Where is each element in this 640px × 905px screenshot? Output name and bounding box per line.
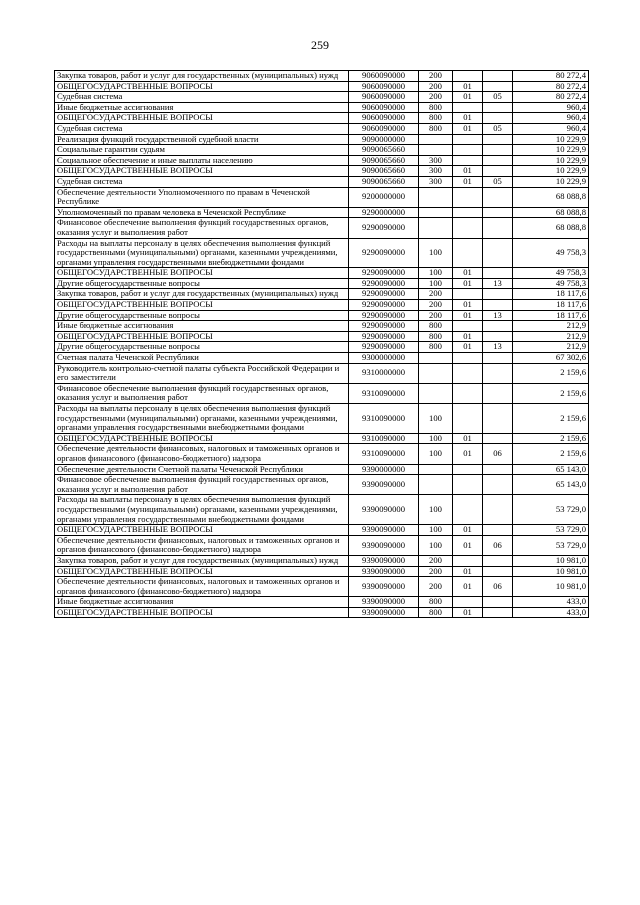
amount-cell: 18 117,6 [513, 300, 589, 311]
target-code-cell: 9090065660 [349, 166, 419, 177]
expense-type-cell [419, 475, 453, 495]
item-name-cell: Иные бюджетные ассигнования [55, 597, 349, 608]
page-number: 259 [311, 38, 329, 52]
item-name-cell: Другие общегосударственные вопросы [55, 342, 349, 353]
section-cell [453, 102, 483, 113]
subsection-cell [483, 113, 513, 124]
expense-type-cell: 200 [419, 566, 453, 577]
section-cell: 01 [453, 342, 483, 353]
table-row [55, 342, 589, 353]
expense-type-cell: 800 [419, 331, 453, 342]
target-code-cell: 9090065660 [349, 176, 419, 187]
table-row [55, 597, 589, 608]
expense-type-cell [419, 207, 453, 218]
section-cell [453, 134, 483, 145]
expense-type-cell: 100 [419, 404, 453, 434]
subsection-cell [483, 353, 513, 364]
table-row [55, 525, 589, 536]
subsection-cell [483, 475, 513, 495]
expense-type-cell [419, 363, 453, 383]
target-code-cell: 9390000000 [349, 464, 419, 475]
table-row [55, 300, 589, 311]
table-row [55, 218, 589, 238]
target-code-cell: 9290090000 [349, 300, 419, 311]
expense-type-cell: 200 [419, 71, 453, 82]
expense-type-cell: 200 [419, 92, 453, 103]
amount-cell: 49 758,3 [513, 278, 589, 289]
target-code-cell: 9090065660 [349, 155, 419, 166]
expense-type-cell: 800 [419, 113, 453, 124]
item-name-cell: Реализация функций государственной судебной власти [55, 134, 349, 145]
table-row [55, 535, 589, 555]
subsection-cell [483, 268, 513, 279]
table-row [55, 331, 589, 342]
table-row [55, 555, 589, 566]
subsection-cell [483, 383, 513, 403]
item-name-cell: Финансовое обеспечение выполнения функций государственных органов, оказания услуг и выполнения работ [55, 218, 349, 238]
item-name-cell: Счетная палата Чеченской Республики [55, 353, 349, 364]
item-name-cell: Уполномоченный по правам человека в Чеченской Республике [55, 207, 349, 218]
expense-type-cell: 100 [419, 495, 453, 525]
expense-type-cell: 800 [419, 102, 453, 113]
amount-cell: 10 229,9 [513, 155, 589, 166]
section-cell [453, 555, 483, 566]
target-code-cell: 9390090000 [349, 495, 419, 525]
item-name-cell: ОБЩЕГОСУДАРСТВЕННЫЕ ВОПРОСЫ [55, 607, 349, 618]
section-cell [453, 495, 483, 525]
expense-type-cell [419, 187, 453, 207]
target-code-cell: 9060090000 [349, 113, 419, 124]
amount-cell: 80 272,4 [513, 71, 589, 82]
subsection-cell [483, 597, 513, 608]
item-name-cell: Финансовое обеспечение выполнения функций государственных органов, оказания услуг и выполнения работ [55, 475, 349, 495]
table-row [55, 495, 589, 525]
target-code-cell: 9290090000 [349, 342, 419, 353]
item-name-cell: Закупка товаров, работ и услуг для государственных (муниципальных) нужд [55, 555, 349, 566]
expense-type-cell: 300 [419, 155, 453, 166]
amount-cell: 433,0 [513, 597, 589, 608]
target-code-cell: 9390090000 [349, 577, 419, 597]
target-code-cell: 9310090000 [349, 404, 419, 434]
section-cell: 01 [453, 268, 483, 279]
amount-cell: 960,4 [513, 113, 589, 124]
section-cell [453, 404, 483, 434]
subsection-cell: 05 [483, 123, 513, 134]
expense-type-cell: 200 [419, 81, 453, 92]
amount-cell: 80 272,4 [513, 92, 589, 103]
target-code-cell: 9290000000 [349, 207, 419, 218]
expense-type-cell: 300 [419, 176, 453, 187]
target-code-cell: 9390090000 [349, 525, 419, 536]
target-code-cell: 9390090000 [349, 597, 419, 608]
target-code-cell: 9290090000 [349, 321, 419, 332]
amount-cell: 212,9 [513, 321, 589, 332]
table-row [55, 238, 589, 268]
item-name-cell: Расходы на выплаты персоналу в целях обеспечения выполнения функций государственными (муниципальными) органами, казенными учреждениями, органами управления государственными внебюджетными фондами [55, 238, 349, 268]
target-code-cell: 9060090000 [349, 123, 419, 134]
table-row [55, 176, 589, 187]
amount-cell: 10 981,0 [513, 555, 589, 566]
amount-cell: 53 729,0 [513, 535, 589, 555]
section-cell: 01 [453, 535, 483, 555]
subsection-cell: 06 [483, 444, 513, 464]
item-name-cell: Социальное обеспечение и иные выплаты населению [55, 155, 349, 166]
target-code-cell: 9390090000 [349, 555, 419, 566]
item-name-cell: ОБЩЕГОСУДАРСТВЕННЫЕ ВОПРОСЫ [55, 300, 349, 311]
table-row [55, 278, 589, 289]
item-name-cell: Обеспечение деятельности финансовых, налоговых и таможенных органов и органов финансового (финансово-бюджетного) надзора [55, 444, 349, 464]
section-cell [453, 383, 483, 403]
section-cell [453, 363, 483, 383]
table-row [55, 268, 589, 279]
budget-table [54, 70, 589, 618]
expense-type-cell [419, 464, 453, 475]
table-row [55, 577, 589, 597]
subsection-cell [483, 187, 513, 207]
target-code-cell: 9290090000 [349, 218, 419, 238]
item-name-cell: ОБЩЕГОСУДАРСТВЕННЫЕ ВОПРОСЫ [55, 113, 349, 124]
subsection-cell: 05 [483, 92, 513, 103]
subsection-cell [483, 555, 513, 566]
amount-cell: 10 229,9 [513, 134, 589, 145]
subsection-cell [483, 464, 513, 475]
amount-cell: 53 729,0 [513, 525, 589, 536]
amount-cell: 18 117,6 [513, 289, 589, 300]
item-name-cell: ОБЩЕГОСУДАРСТВЕННЫЕ ВОПРОСЫ [55, 566, 349, 577]
item-name-cell: Обеспечение деятельности финансовых, налоговых и таможенных органов и органов финансового (финансово-бюджетного) надзора [55, 535, 349, 555]
subsection-cell [483, 433, 513, 444]
table-row [55, 353, 589, 364]
amount-cell: 960,4 [513, 123, 589, 134]
table-row [55, 363, 589, 383]
item-name-cell: ОБЩЕГОСУДАРСТВЕННЫЕ ВОПРОСЫ [55, 268, 349, 279]
table-row [55, 155, 589, 166]
subsection-cell [483, 289, 513, 300]
section-cell: 01 [453, 577, 483, 597]
amount-cell: 10 229,9 [513, 145, 589, 156]
expense-type-cell: 100 [419, 433, 453, 444]
target-code-cell: 9300000000 [349, 353, 419, 364]
item-name-cell: Судебная система [55, 92, 349, 103]
subsection-cell [483, 607, 513, 618]
table-row [55, 145, 589, 156]
section-cell: 01 [453, 433, 483, 444]
subsection-cell [483, 495, 513, 525]
amount-cell: 80 272,4 [513, 81, 589, 92]
expense-type-cell [419, 134, 453, 145]
target-code-cell: 9310090000 [349, 444, 419, 464]
section-cell [453, 475, 483, 495]
target-code-cell: 9060090000 [349, 81, 419, 92]
amount-cell: 10 981,0 [513, 577, 589, 597]
budget-table-body [55, 71, 589, 618]
amount-cell: 65 143,0 [513, 475, 589, 495]
expense-type-cell: 200 [419, 555, 453, 566]
section-cell: 01 [453, 278, 483, 289]
amount-cell: 2 159,6 [513, 404, 589, 434]
subsection-cell [483, 300, 513, 311]
section-cell: 01 [453, 444, 483, 464]
table-row [55, 123, 589, 134]
subsection-cell [483, 238, 513, 268]
item-name-cell: ОБЩЕГОСУДАРСТВЕННЫЕ ВОПРОСЫ [55, 331, 349, 342]
section-cell [453, 71, 483, 82]
section-cell: 01 [453, 607, 483, 618]
section-cell [453, 145, 483, 156]
target-code-cell: 9390090000 [349, 535, 419, 555]
section-cell: 01 [453, 331, 483, 342]
item-name-cell: Другие общегосударственные вопросы [55, 310, 349, 321]
amount-cell: 68 088,8 [513, 187, 589, 207]
table-row [55, 475, 589, 495]
section-cell [453, 155, 483, 166]
table-row [55, 102, 589, 113]
table-row [55, 433, 589, 444]
table-row [55, 113, 589, 124]
subsection-cell: 06 [483, 535, 513, 555]
subsection-cell [483, 155, 513, 166]
item-name-cell: ОБЩЕГОСУДАРСТВЕННЫЕ ВОПРОСЫ [55, 433, 349, 444]
table-row [55, 383, 589, 403]
subsection-cell [483, 331, 513, 342]
section-cell [453, 207, 483, 218]
amount-cell: 2 159,6 [513, 383, 589, 403]
target-code-cell: 9390090000 [349, 566, 419, 577]
section-cell: 01 [453, 92, 483, 103]
item-name-cell: Судебная система [55, 176, 349, 187]
target-code-cell: 9060090000 [349, 102, 419, 113]
table-row [55, 71, 589, 82]
expense-type-cell: 800 [419, 597, 453, 608]
amount-cell: 53 729,0 [513, 495, 589, 525]
table-row [55, 289, 589, 300]
expense-type-cell: 200 [419, 577, 453, 597]
section-cell: 01 [453, 166, 483, 177]
amount-cell: 960,4 [513, 102, 589, 113]
table-row [55, 166, 589, 177]
target-code-cell: 9290090000 [349, 268, 419, 279]
table-row [55, 404, 589, 434]
table-row [55, 187, 589, 207]
target-code-cell: 9310000000 [349, 363, 419, 383]
amount-cell: 67 302,6 [513, 353, 589, 364]
table-row [55, 310, 589, 321]
item-name-cell: Расходы на выплаты персоналу в целях обеспечения выполнения функций государственными (муниципальными) органами, казенными учреждениями, органами управления государственными внебюджетными фондами [55, 404, 349, 434]
item-name-cell: Обеспечение деятельности Уполномоченного по правам в Чеченской Республике [55, 187, 349, 207]
table-row [55, 92, 589, 103]
section-cell: 01 [453, 176, 483, 187]
subsection-cell [483, 102, 513, 113]
subsection-cell [483, 81, 513, 92]
subsection-cell [483, 404, 513, 434]
amount-cell: 2 159,6 [513, 433, 589, 444]
section-cell [453, 289, 483, 300]
item-name-cell: ОБЩЕГОСУДАРСТВЕННЫЕ ВОПРОСЫ [55, 166, 349, 177]
section-cell [453, 464, 483, 475]
target-code-cell: 9390090000 [349, 607, 419, 618]
item-name-cell: Закупка товаров, работ и услуг для государственных (муниципальных) нужд [55, 289, 349, 300]
expense-type-cell: 300 [419, 166, 453, 177]
amount-cell: 68 088,8 [513, 218, 589, 238]
item-name-cell: ОБЩЕГОСУДАРСТВЕННЫЕ ВОПРОСЫ [55, 81, 349, 92]
item-name-cell: Руководитель контрольно-счетной палаты субъекта Российской Федерации и его заместители [55, 363, 349, 383]
section-cell [453, 238, 483, 268]
table-row [55, 607, 589, 618]
expense-type-cell: 100 [419, 238, 453, 268]
amount-cell: 2 159,6 [513, 444, 589, 464]
table-row [55, 81, 589, 92]
section-cell: 01 [453, 113, 483, 124]
item-name-cell: ОБЩЕГОСУДАРСТВЕННЫЕ ВОПРОСЫ [55, 525, 349, 536]
section-cell [453, 187, 483, 207]
item-name-cell: Иные бюджетные ассигнования [55, 321, 349, 332]
item-name-cell: Иные бюджетные ассигнования [55, 102, 349, 113]
table-row [55, 321, 589, 332]
item-name-cell: Другие общегосударственные вопросы [55, 278, 349, 289]
amount-cell: 10 229,9 [513, 166, 589, 177]
amount-cell: 10 229,9 [513, 176, 589, 187]
subsection-cell [483, 566, 513, 577]
expense-type-cell: 100 [419, 268, 453, 279]
amount-cell: 68 088,8 [513, 207, 589, 218]
subsection-cell: 13 [483, 278, 513, 289]
expense-type-cell [419, 383, 453, 403]
section-cell [453, 321, 483, 332]
amount-cell: 212,9 [513, 342, 589, 353]
amount-cell: 18 117,6 [513, 310, 589, 321]
table-row [55, 464, 589, 475]
subsection-cell [483, 525, 513, 536]
section-cell: 01 [453, 310, 483, 321]
table-row [55, 207, 589, 218]
section-cell [453, 597, 483, 608]
section-cell: 01 [453, 566, 483, 577]
subsection-cell: 13 [483, 310, 513, 321]
table-row [55, 444, 589, 464]
subsection-cell [483, 321, 513, 332]
subsection-cell [483, 363, 513, 383]
amount-cell: 433,0 [513, 607, 589, 618]
subsection-cell [483, 218, 513, 238]
item-name-cell: Закупка товаров, работ и услуг для государственных (муниципальных) нужд [55, 71, 349, 82]
expense-type-cell: 800 [419, 123, 453, 134]
expense-type-cell: 800 [419, 607, 453, 618]
section-cell: 01 [453, 300, 483, 311]
expense-type-cell: 800 [419, 342, 453, 353]
expense-type-cell: 200 [419, 300, 453, 311]
amount-cell: 212,9 [513, 331, 589, 342]
subsection-cell [483, 134, 513, 145]
item-name-cell: Социальные гарантии судьям [55, 145, 349, 156]
target-code-cell: 9290090000 [349, 310, 419, 321]
target-code-cell: 9290090000 [349, 238, 419, 268]
target-code-cell: 9290090000 [349, 331, 419, 342]
target-code-cell: 9310090000 [349, 383, 419, 403]
amount-cell: 2 159,6 [513, 363, 589, 383]
item-name-cell: Обеспечение деятельности Счетной палаты Чеченской Республики [55, 464, 349, 475]
section-cell: 01 [453, 81, 483, 92]
section-cell: 01 [453, 525, 483, 536]
target-code-cell: 9290090000 [349, 278, 419, 289]
amount-cell: 65 143,0 [513, 464, 589, 475]
expense-type-cell [419, 353, 453, 364]
subsection-cell [483, 166, 513, 177]
target-code-cell: 9200000000 [349, 187, 419, 207]
item-name-cell: Финансовое обеспечение выполнения функций государственных органов, оказания услуг и выполнения работ [55, 383, 349, 403]
section-cell [453, 353, 483, 364]
subsection-cell: 05 [483, 176, 513, 187]
expense-type-cell [419, 145, 453, 156]
section-cell [453, 218, 483, 238]
amount-cell: 49 758,3 [513, 238, 589, 268]
expense-type-cell: 200 [419, 310, 453, 321]
target-code-cell: 9290090000 [349, 289, 419, 300]
table-row [55, 566, 589, 577]
expense-type-cell: 100 [419, 278, 453, 289]
expense-type-cell: 800 [419, 321, 453, 332]
expense-type-cell: 100 [419, 535, 453, 555]
expense-type-cell: 100 [419, 525, 453, 536]
item-name-cell: Обеспечение деятельности финансовых, налоговых и таможенных органов и органов финансового (финансово-бюджетного) надзора [55, 577, 349, 597]
subsection-cell [483, 207, 513, 218]
target-code-cell: 9090065660 [349, 145, 419, 156]
target-code-cell: 9060090000 [349, 71, 419, 82]
subsection-cell [483, 71, 513, 82]
expense-type-cell: 100 [419, 444, 453, 464]
item-name-cell: Судебная система [55, 123, 349, 134]
target-code-cell: 9090000000 [349, 134, 419, 145]
subsection-cell: 06 [483, 577, 513, 597]
subsection-cell: 13 [483, 342, 513, 353]
target-code-cell: 9310090000 [349, 433, 419, 444]
subsection-cell [483, 145, 513, 156]
expense-type-cell: 200 [419, 289, 453, 300]
target-code-cell: 9390090000 [349, 475, 419, 495]
table-row [55, 134, 589, 145]
section-cell: 01 [453, 123, 483, 134]
amount-cell: 10 981,0 [513, 566, 589, 577]
amount-cell: 49 758,3 [513, 268, 589, 279]
target-code-cell: 9060090000 [349, 92, 419, 103]
item-name-cell: Расходы на выплаты персоналу в целях обеспечения выполнения функций государственными (муниципальными) органами, казенными учреждениями, органами управления государственными внебюджетными фондами [55, 495, 349, 525]
expense-type-cell [419, 218, 453, 238]
